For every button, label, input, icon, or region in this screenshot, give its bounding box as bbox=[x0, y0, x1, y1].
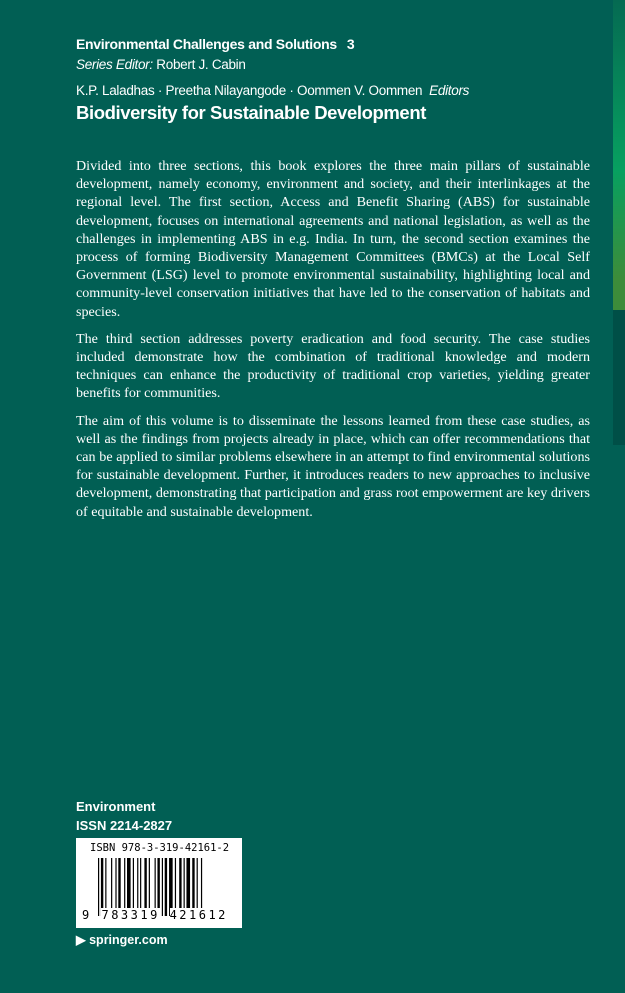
blurb-paragraph: The aim of this volume is to disseminate the lessons learned from these case studies, as well as the findings from projects already in place, which can offer recommendations that can be applied to similar problems elsewhere in an attempt to find environmental solutions for sustainable development. Further, it introduces readers to new approaches to inclusive development, demonstrating that participation and grass root empowerment are key drivers of equitable and sustainable development. bbox=[76, 412, 590, 520]
blurb bbox=[76, 157, 590, 530]
barcode bbox=[76, 838, 242, 928]
barcode-digits bbox=[82, 908, 228, 922]
book-title: Biodiversity for Sustainable Development bbox=[76, 102, 426, 123]
series-editor-name: Robert J. Cabin bbox=[156, 57, 246, 72]
issn: ISSN 2214-2827 bbox=[76, 818, 173, 833]
isbn-label: ISBN 978-3-319-42161-2 bbox=[90, 842, 230, 854]
series-number: 3 bbox=[346, 36, 355, 52]
subject-category: Environment bbox=[76, 799, 156, 814]
barcode-digit-lead: 9 bbox=[82, 908, 92, 922]
blurb-paragraph: Divided into three sections, this book explores the three main pillars of sustainable development, namely economy, environment and society, and their interlinkages at the regional level. The first section, Access and Benefit Sharing (ABS) for sustainable development, focuses on international agreements and national legislation, as well as the challenges in implementing ABS in e.g. India. In turn, the second section examines the process of forming Biodiversity Management Committees (BMCs) at the Local Self Government (LSG) level to promote environmental sustainability, highlighting local and community-level conservation initiatives that have led to the conservation of habitats and species. bbox=[76, 158, 590, 320]
springer-link-text: springer.com bbox=[89, 933, 168, 947]
book-editors bbox=[76, 83, 469, 98]
series-editor-label: Series Editor: bbox=[76, 57, 153, 72]
barcode-digits-right: 421612 bbox=[169, 908, 228, 922]
spine-strip-green bbox=[613, 0, 625, 310]
editors-label: Editors bbox=[429, 83, 470, 98]
blurb-paragraph: The third section addresses poverty eradication and food security. The case studies included demonstrate how the combination of traditional knowledge and modern techniques can enhance the productivity of traditional crop varieties, yielding greater benefits for communities. bbox=[76, 330, 590, 402]
series-name: Environmental Challenges and Solutions bbox=[76, 36, 337, 52]
series-title bbox=[76, 36, 354, 52]
series-editor bbox=[76, 57, 246, 72]
barcode-digits-left: 783319 bbox=[101, 908, 160, 922]
spine-strip-dark bbox=[613, 310, 625, 445]
editor-names: K.P. Laladhas · Preetha Nilayangode · Oommen V. Oommen bbox=[76, 83, 423, 98]
triangle-right-icon: ▶ bbox=[76, 933, 86, 947]
springer-link[interactable] bbox=[76, 932, 168, 947]
